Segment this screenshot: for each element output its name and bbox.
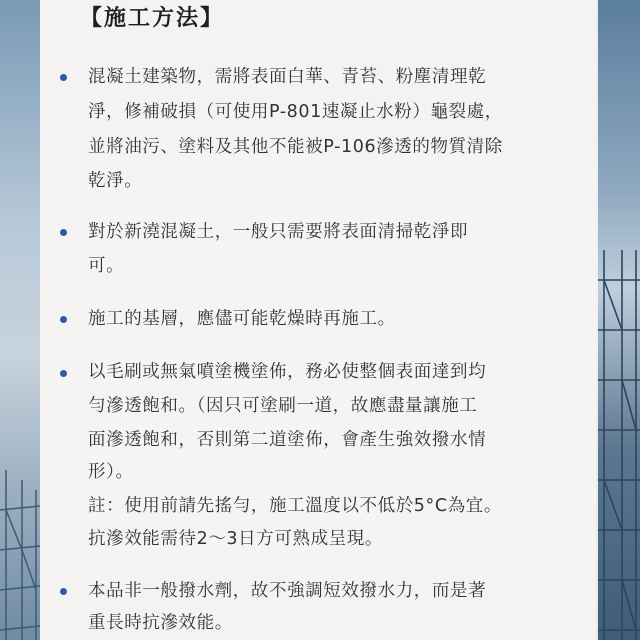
item-text-line: 勻滲透飽和。（因只可塗刷一道，故應盡量讓施工 — [88, 396, 478, 416]
content-panel — [40, 0, 598, 640]
item-text-line: 施工的基層，應儘可能乾燥時再施工。 — [88, 309, 396, 329]
item-text-line: 混凝土建築物，需將表面白華、青苔、粉塵清理乾 — [88, 67, 487, 87]
item-text-line: 面滲透飽和，否則第二道塗佈，會產生強效撥水情 — [88, 430, 487, 450]
bullet-icon — [60, 316, 67, 323]
bullet-icon — [60, 370, 67, 377]
scaffold-right-illustration — [596, 250, 640, 640]
bullet-icon — [60, 74, 67, 81]
scaffold-left-illustration — [0, 470, 40, 640]
item-text-line: 形）。 — [88, 462, 134, 482]
instruction-list — [40, 0, 598, 640]
item-text-line: 抗滲效能需待2～3日方可熟成呈現。 — [88, 529, 383, 549]
item-text-line: 可。 — [88, 256, 125, 276]
bullet-icon — [60, 588, 67, 595]
item-text-line: 淨，修補破損（可使用P-801速凝止水粉）龜裂處， — [88, 102, 503, 122]
item-text-line: 以毛刷或無氣噴塗機塗佈，務必使整個表面達到均 — [88, 362, 487, 382]
item-text-line: 對於新澆混凝土，一般只需要將表面清掃乾淨即 — [88, 222, 469, 242]
item-text-line: 本品非一般撥水劑，故不強調短效撥水力，而是著 — [88, 581, 487, 601]
item-text-line: 註：使用前請先搖勻，施工溫度以不低於5°C為宜。 — [88, 496, 503, 516]
bullet-icon — [60, 229, 67, 236]
section-heading: 【施工方法】 — [80, 6, 225, 31]
item-text-line: 並將油污、塗料及其他不能被P-106滲透的物質清除 — [88, 137, 503, 157]
item-text-line: 乾淨。 — [88, 171, 143, 191]
item-text-line: 重長時抗滲效能。 — [88, 613, 233, 633]
